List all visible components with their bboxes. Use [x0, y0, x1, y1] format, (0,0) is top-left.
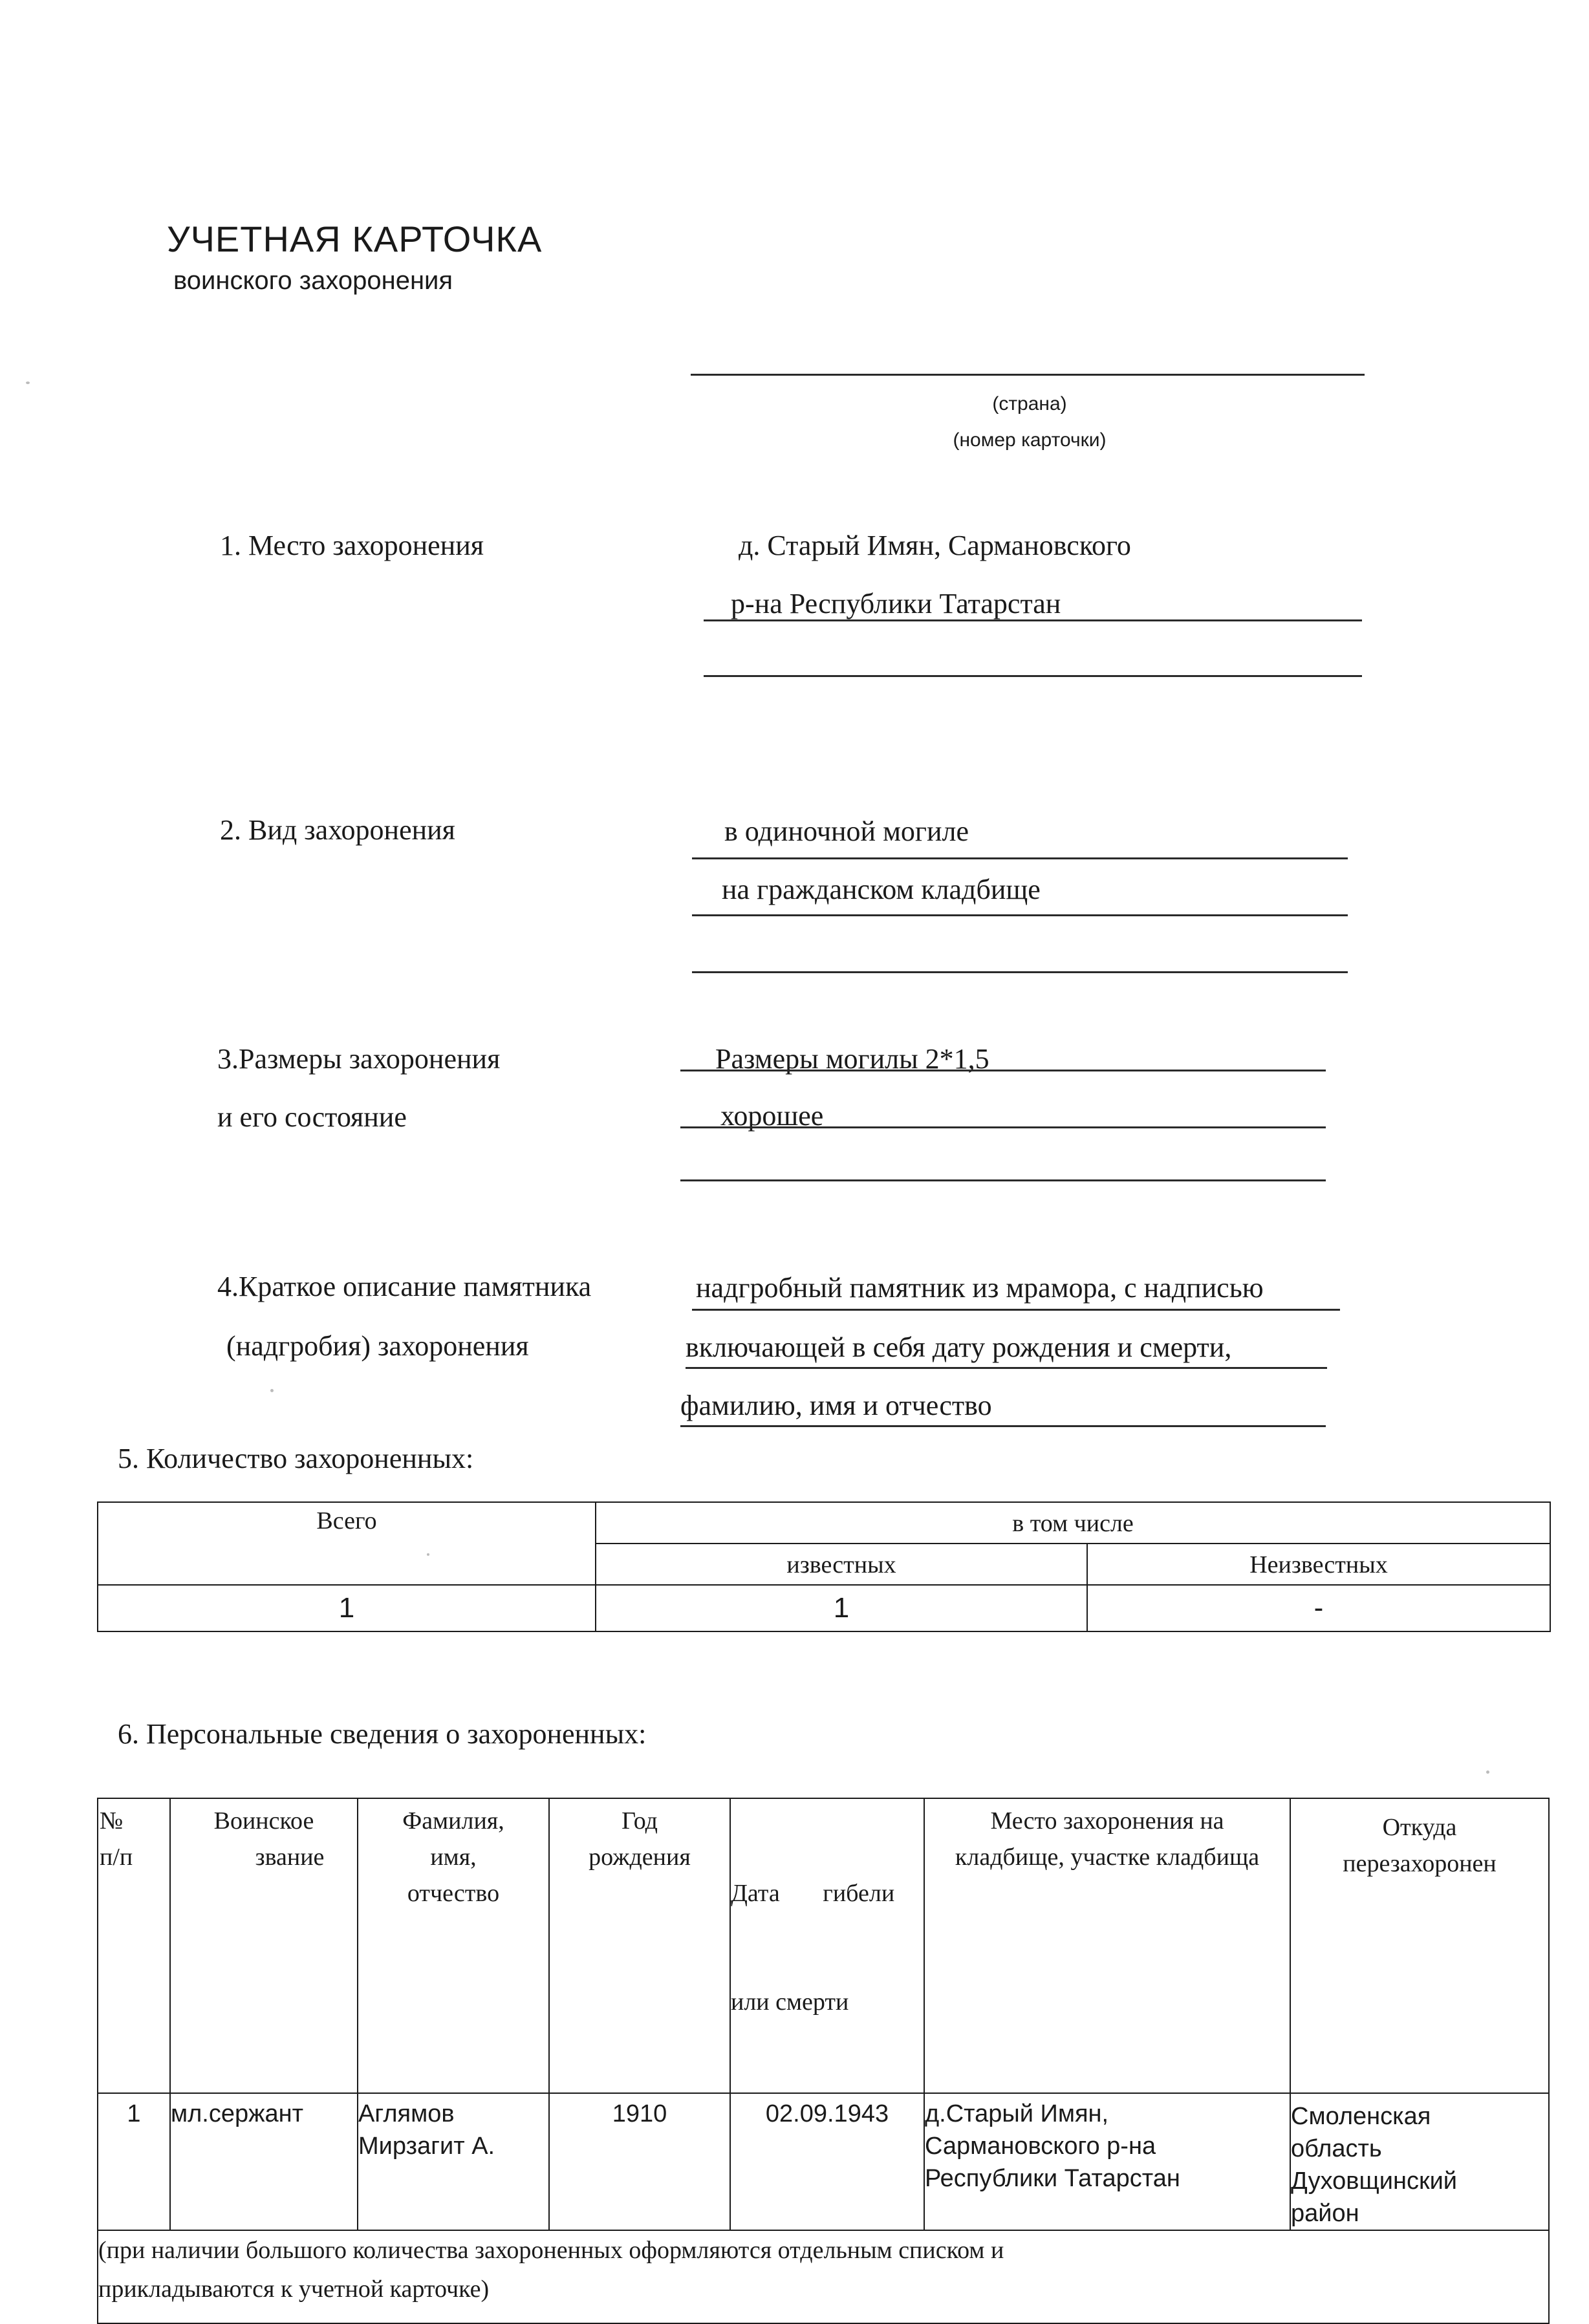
col-unknown-header [1087, 1544, 1550, 1585]
row-burial-place-line3: Республики Татарстан [925, 2165, 1180, 2192]
scan-speck [1486, 1770, 1489, 1774]
row-num-value: 1 [127, 2100, 141, 2127]
card-subtitle: воинского захоронения [173, 266, 453, 295]
row-burial-place [924, 2093, 1290, 2230]
country-caption: (страна) [992, 393, 1067, 414]
header-death-date-line1: Дата гибели [731, 1880, 895, 1907]
row-rank-value: мл.сержант [171, 2100, 304, 2127]
row-name [358, 2093, 549, 2230]
row-name-line2: Мирзагит А. [358, 2133, 495, 2160]
unknown-count-value: - [1313, 1592, 1324, 1624]
header-name [358, 1798, 549, 2093]
personal-info-table [97, 1798, 1550, 2324]
header-name-line2: имя, [430, 1844, 477, 1871]
col-including-header [596, 1502, 1550, 1544]
unknown-count-cell [1087, 1585, 1550, 1631]
scan-speck [270, 1389, 274, 1392]
section2-rule-1 [692, 857, 1348, 859]
country-line [691, 374, 1365, 376]
known-count-value: 1 [833, 1592, 850, 1624]
row-num [98, 2093, 170, 2230]
header-num [98, 1798, 170, 2093]
section6-heading: 6. Персональные сведения о захороненных: [118, 1718, 647, 1750]
scan-speck [26, 382, 30, 384]
section3-rule-1 [680, 1070, 1326, 1071]
row-name-line1: Аглямов [358, 2100, 455, 2127]
col-known-label: известных [786, 1551, 896, 1578]
section2-label: 2. Вид захоронения [220, 814, 455, 846]
header-reburied-from [1290, 1798, 1549, 2093]
section2-value-line2: на гражданском кладбище [722, 874, 1041, 905]
burial-count-table [97, 1501, 1551, 1632]
header-rank-line2: звание [255, 1844, 325, 1871]
row-reburied-from-line2: область [1291, 2135, 1382, 2162]
section1-rule-1 [704, 619, 1362, 621]
total-count-value: 1 [338, 1592, 355, 1624]
section2-rule-2 [692, 914, 1348, 916]
section1-label: 1. Место захоронения [220, 530, 484, 561]
row-reburied-from [1290, 2093, 1549, 2230]
section4-rule-1 [692, 1309, 1340, 1311]
section1-value-line2: р-на Республики Татарстан [731, 588, 1061, 619]
section2-value-line1: в одиночной могиле [724, 815, 969, 847]
section4-label-line1: 4.Краткое описание памятника [217, 1271, 592, 1302]
card-title: УЧЕТНАЯ КАРТОЧКА [167, 219, 543, 259]
section4-value-line2: включающей в себя дату рождения и смерти, [686, 1331, 1232, 1363]
section5-heading: 5. Количество захороненных: [118, 1443, 474, 1474]
row-reburied-from-line3: Духовщинский [1291, 2168, 1458, 2195]
header-burial-place-line2: кладбище, участке кладбища [955, 1844, 1260, 1871]
table-note-line2: прикладываются к учетной карточке) [98, 2276, 490, 2303]
header-death-date [730, 1798, 924, 2093]
row-death-date [730, 2093, 924, 2230]
header-name-line3: отчество [407, 1880, 500, 1907]
header-birth-year-line1: Год [622, 1807, 658, 1834]
scan-speck [427, 1553, 429, 1556]
col-unknown-label: Неизвестных [1249, 1551, 1388, 1578]
col-total-header [98, 1502, 596, 1585]
col-including-label: в том числе [1012, 1510, 1134, 1537]
total-count-cell [98, 1585, 596, 1631]
row-rank [170, 2093, 358, 2230]
header-burial-place-line1: Место захоронения на [990, 1807, 1224, 1834]
section1-rule-2 [704, 675, 1362, 677]
header-rank [170, 1798, 358, 2093]
header-birth-year-line2: рождения [589, 1844, 691, 1871]
header-reburied-from-line2: перезахоронен [1343, 1850, 1497, 1877]
row-burial-place-line1: д.Старый Имян, [925, 2100, 1109, 2127]
section2-rule-3 [692, 971, 1348, 973]
header-name-line1: Фамилия, [402, 1807, 504, 1834]
col-total-label: Всего [316, 1507, 377, 1534]
header-num-line2: п/п [100, 1844, 133, 1871]
section3-rule-2 [680, 1126, 1326, 1128]
section4-rule-3 [680, 1425, 1326, 1427]
header-burial-place [924, 1798, 1290, 2093]
section3-label-line2: и его состояние [217, 1101, 407, 1133]
section4-value-line1: надгробный памятник из мрамора, с надписью [696, 1272, 1264, 1304]
section3-label-line1: 3.Размеры захоронения [217, 1043, 501, 1075]
row-reburied-from-line4: район [1291, 2200, 1359, 2227]
section4-label-line2: (надгробия) захоронения [226, 1330, 529, 1362]
table-row [98, 2093, 1549, 2230]
row-reburied-from-line1: Смоленская [1291, 2103, 1431, 2130]
known-count-cell [596, 1585, 1087, 1631]
section3-rule-3 [680, 1179, 1326, 1181]
row-birth-year [549, 2093, 730, 2230]
row-death-date-value: 02.09.1943 [765, 2100, 889, 2127]
section3-value-line2: хорошее [720, 1100, 824, 1132]
header-reburied-from-line1: Откуда [1382, 1814, 1457, 1841]
card-number-caption: (номер карточки) [953, 429, 1107, 451]
section3-value-line1: Размеры могилы 2*1,5 [715, 1043, 989, 1075]
section1-value-line1: д. Старый Имян, Сармановского [739, 530, 1131, 561]
header-death-date-line2: или смерти [731, 1988, 849, 2016]
row-birth-year-value: 1910 [612, 2100, 667, 2127]
table-note-line1: (при наличии большого количества захороненных оформляются отдельным списком и [98, 2237, 1004, 2264]
header-rank-line1: Воинское [213, 1807, 314, 1834]
header-num-line1: № [100, 1807, 124, 1834]
section4-value-line3: фамилию, имя и отчество [680, 1390, 992, 1421]
header-birth-year [549, 1798, 730, 2093]
table-note [98, 2230, 1549, 2323]
section4-rule-2 [686, 1367, 1327, 1369]
col-known-header [596, 1544, 1087, 1585]
row-burial-place-line2: Сармановского р-на [925, 2133, 1156, 2160]
